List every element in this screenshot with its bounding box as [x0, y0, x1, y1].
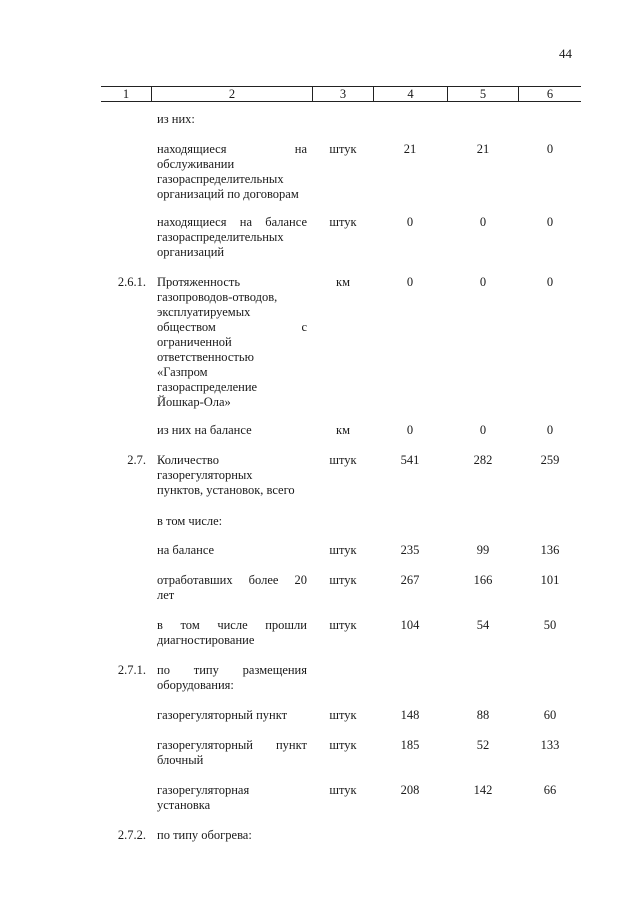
row-name-line: блочный [157, 753, 204, 767]
row-value-col4: 0 [406, 423, 414, 437]
row-number: 2.7.2. [117, 828, 146, 842]
row-value-col6: 259 [540, 453, 560, 467]
row-name [157, 142, 307, 202]
row-name [157, 828, 307, 843]
row-name [157, 738, 307, 768]
row-value-col6: 0 [546, 275, 554, 289]
header-col-2: 2 [228, 87, 236, 101]
row-value-col4: 0 [406, 275, 414, 289]
row-name-line: ответственностью [157, 350, 254, 364]
row-name-line: оборудования: [157, 678, 234, 692]
row-name [157, 543, 307, 558]
row-name-line: Количество [157, 453, 219, 467]
row-unit: штук [329, 142, 357, 156]
row-value-col6: 66 [543, 783, 557, 797]
row-name-line: по типу размещения [157, 663, 307, 677]
row-name [157, 573, 307, 603]
row-unit: штук [329, 215, 357, 229]
row-value-col4: 104 [400, 618, 420, 632]
row-name-line: лет [157, 588, 175, 602]
row-unit: штук [329, 708, 357, 722]
row-name [157, 708, 307, 723]
header-col-3: 3 [339, 87, 347, 101]
row-value-col5: 166 [473, 573, 493, 587]
row-name [157, 663, 307, 693]
row-name-line: установка [157, 798, 211, 812]
row-value-col4: 235 [400, 543, 420, 557]
row-name-line: обществом с [157, 320, 307, 334]
header-col-6: 6 [546, 87, 554, 101]
row-name-line: в том числе прошли [157, 618, 307, 632]
row-name-line: газорегуляторный пункт [157, 738, 307, 752]
row-name-line: газорегуляторный пункт [157, 708, 288, 722]
row-value-col5: 142 [473, 783, 493, 797]
row-name [157, 514, 307, 529]
row-name-line: из них: [157, 112, 195, 126]
row-name-line: пунктов, установок, всего [157, 483, 295, 497]
row-value-col4: 541 [400, 453, 420, 467]
row-name-line: ограниченной [157, 335, 232, 349]
row-name [157, 112, 307, 127]
row-value-col5: 52 [476, 738, 490, 752]
row-name-line: по типу обогрева: [157, 828, 252, 842]
row-unit: км [336, 275, 350, 289]
header-col-1: 1 [122, 87, 130, 101]
row-value-col5: 54 [476, 618, 490, 632]
row-name-line: «Газпром [157, 365, 208, 379]
row-name [157, 423, 307, 438]
row-name-line: газорегуляторная [157, 783, 250, 797]
row-name [157, 618, 307, 648]
row-name-line: на балансе [157, 543, 215, 557]
row-unit: штук [329, 453, 357, 467]
row-value-col4: 21 [403, 142, 417, 156]
row-value-col6: 101 [540, 573, 560, 587]
row-value-col5: 99 [476, 543, 490, 557]
row-unit: штук [329, 738, 357, 752]
row-value-col4: 208 [400, 783, 420, 797]
row-value-col4: 267 [400, 573, 420, 587]
row-value-col5: 0 [479, 275, 487, 289]
row-name [157, 453, 307, 498]
row-value-col5: 0 [479, 423, 487, 437]
row-name-line: газораспределительных [157, 172, 284, 186]
row-number: 2.7.1. [117, 663, 146, 677]
row-name-line: Протяженность [157, 275, 241, 289]
row-name-line: Йошкар-Ола» [157, 395, 231, 409]
row-value-col5: 0 [479, 215, 487, 229]
row-value-col6: 133 [540, 738, 560, 752]
row-value-col5: 21 [476, 142, 490, 156]
row-number: 2.7. [127, 453, 146, 467]
row-name-line: находящиеся на балансе [157, 215, 307, 229]
row-name-line: организаций по договорам [157, 187, 299, 201]
row-value-col4: 185 [400, 738, 420, 752]
row-name-line: эксплуатируемых [157, 305, 251, 319]
row-unit: штук [329, 573, 357, 587]
row-value-col6: 50 [543, 618, 557, 632]
row-name-line: газопроводов-отводов, [157, 290, 278, 304]
row-number: 2.6.1. [117, 275, 146, 289]
row-name-line: газорегуляторных [157, 468, 253, 482]
row-name-line: отработавших более 20 [157, 573, 307, 587]
row-unit: штук [329, 543, 357, 557]
row-name-line: в том числе: [157, 514, 223, 528]
row-value-col6: 0 [546, 142, 554, 156]
row-name-line: диагностирование [157, 633, 255, 647]
row-value-col4: 148 [400, 708, 420, 722]
row-name-line: обслуживании [157, 157, 235, 171]
row-unit: штук [329, 618, 357, 632]
page-number: 44 [559, 46, 572, 61]
row-name [157, 783, 307, 813]
row-value-col6: 60 [543, 708, 557, 722]
row-name-line: из них на балансе [157, 423, 252, 437]
table-header [101, 86, 581, 102]
row-name [157, 215, 307, 260]
row-name-line: находящиеся на [157, 142, 307, 156]
row-unit: штук [329, 783, 357, 797]
row-name-line: газораспределительных [157, 230, 284, 244]
row-unit: км [336, 423, 350, 437]
row-name [157, 275, 307, 410]
row-name-line: организаций [157, 245, 225, 259]
row-value-col5: 88 [476, 708, 490, 722]
row-name-line: газораспределение [157, 380, 258, 394]
row-value-col4: 0 [406, 215, 414, 229]
row-value-col6: 0 [546, 423, 554, 437]
row-value-col6: 136 [540, 543, 560, 557]
row-value-col6: 0 [546, 215, 554, 229]
header-col-5: 5 [479, 87, 487, 101]
header-col-4: 4 [407, 87, 414, 101]
row-value-col5: 282 [473, 453, 493, 467]
